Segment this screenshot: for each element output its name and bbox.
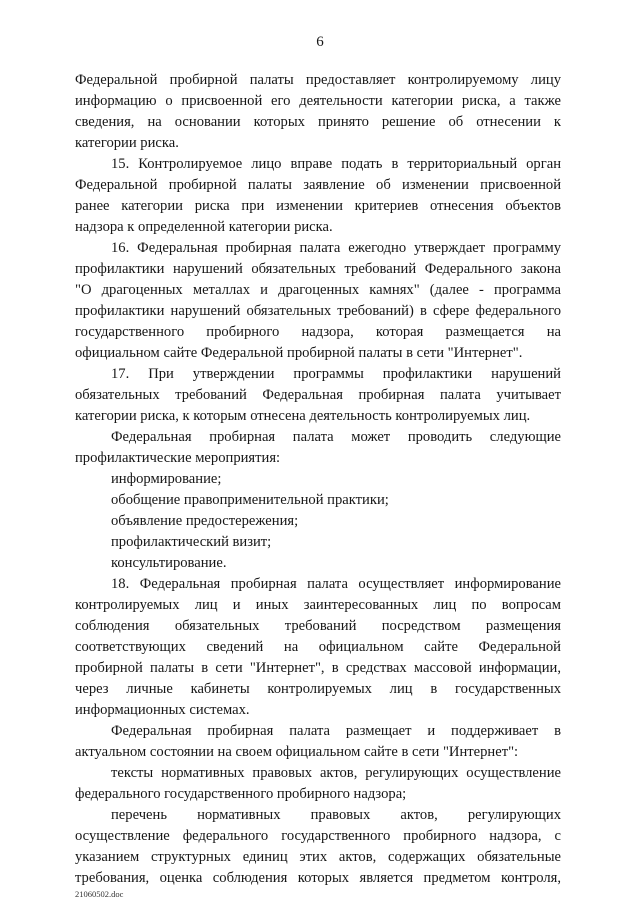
text-line: профилактики нарушений обязательных требований Федерального закона — [75, 261, 561, 277]
text-line: требования, оценка соблюдения которых является предметом контроля, — [75, 870, 561, 886]
page-number: 6 — [316, 34, 324, 50]
text-line: пробирной палаты в сети "Интернет", в средствах массовой информации, — [75, 660, 561, 676]
text-line: категории риска, к которым отнесена деятельность контролируемых лиц. — [75, 408, 531, 424]
text-line: категории риска. — [75, 135, 179, 151]
list-item: объявление предостережения; — [111, 513, 299, 529]
text-line: Федеральной пробирной палаты заявление об изменении присвоенной — [75, 177, 561, 193]
text-line: информацию о присвоенной его деятельности категории риска, а также — [75, 93, 561, 109]
text-line: перечень нормативных правовых актов, регулирующих — [111, 807, 561, 823]
text-line: профилактические мероприятия: — [75, 450, 281, 466]
text-line: тексты нормативных правовых актов, регулирующих осуществление — [111, 765, 561, 781]
text-line: через личные кабинеты контролируемых лиц в государственных — [75, 681, 561, 697]
text-line: 17. При утверждении программы профилактики нарушений — [111, 366, 561, 382]
text-line: государственного пробирного надзора, которая размещается на — [75, 324, 561, 340]
text-line: ранее категории риска при изменении критериев отнесения объектов — [75, 198, 561, 214]
text-line: 16. Федеральная пробирная палата ежегодно утверждает программу — [111, 240, 561, 256]
text-line: надзора к определенной категории риска. — [75, 219, 333, 235]
text-line: Федеральная пробирная палата может проводить следующие — [111, 429, 561, 445]
text-line: указанием структурных единиц этих актов, содержащих обязательные — [75, 849, 561, 865]
text-line: 15. Контролируемое лицо вправе подать в территориальный орган — [111, 156, 561, 172]
list-item: консультирование. — [111, 555, 227, 571]
text-line: федерального государственного пробирного надзора; — [75, 786, 407, 802]
text-line: Федеральной пробирной палаты предоставляет контролируемому лицу — [75, 72, 561, 88]
list-item: обобщение правоприменительной практики; — [111, 492, 389, 508]
text-line: соблюдения обязательных требований посредством размещения — [75, 618, 561, 634]
list-item: информирование; — [111, 471, 222, 487]
list-item: профилактический визит; — [111, 534, 272, 550]
text-line: обязательных требований Федеральная пробирная палата учитывает — [75, 387, 561, 403]
text-line: 18. Федеральная пробирная палата осуществляет информирование — [111, 576, 561, 592]
text-line: соответствующих сведений на официальном сайте Федеральной — [75, 639, 561, 655]
text-line: "О драгоценных металлах и драгоценных камнях" (далее - программа — [75, 282, 561, 298]
text-line: сведения, на основании которых принято решение об отнесении к — [75, 114, 561, 130]
text-line: Федеральная пробирная палата размещает и поддерживает в — [111, 723, 561, 739]
text-line: информационных системах. — [75, 702, 250, 718]
text-line: контролируемых лиц и иных заинтересованных лиц по вопросам — [75, 597, 561, 613]
footer-filename: 21060502.doc — [75, 889, 124, 899]
text-line: профилактики нарушений обязательных требований) в сфере федерального — [75, 303, 561, 319]
text-line: официальном сайте Федеральной пробирной палаты в сети "Интернет". — [75, 345, 523, 361]
text-line: осуществление федерального государственного пробирного надзора, с — [75, 828, 561, 844]
text-line: актуальном состоянии на своем официальном сайте в сети "Интернет": — [75, 744, 519, 760]
